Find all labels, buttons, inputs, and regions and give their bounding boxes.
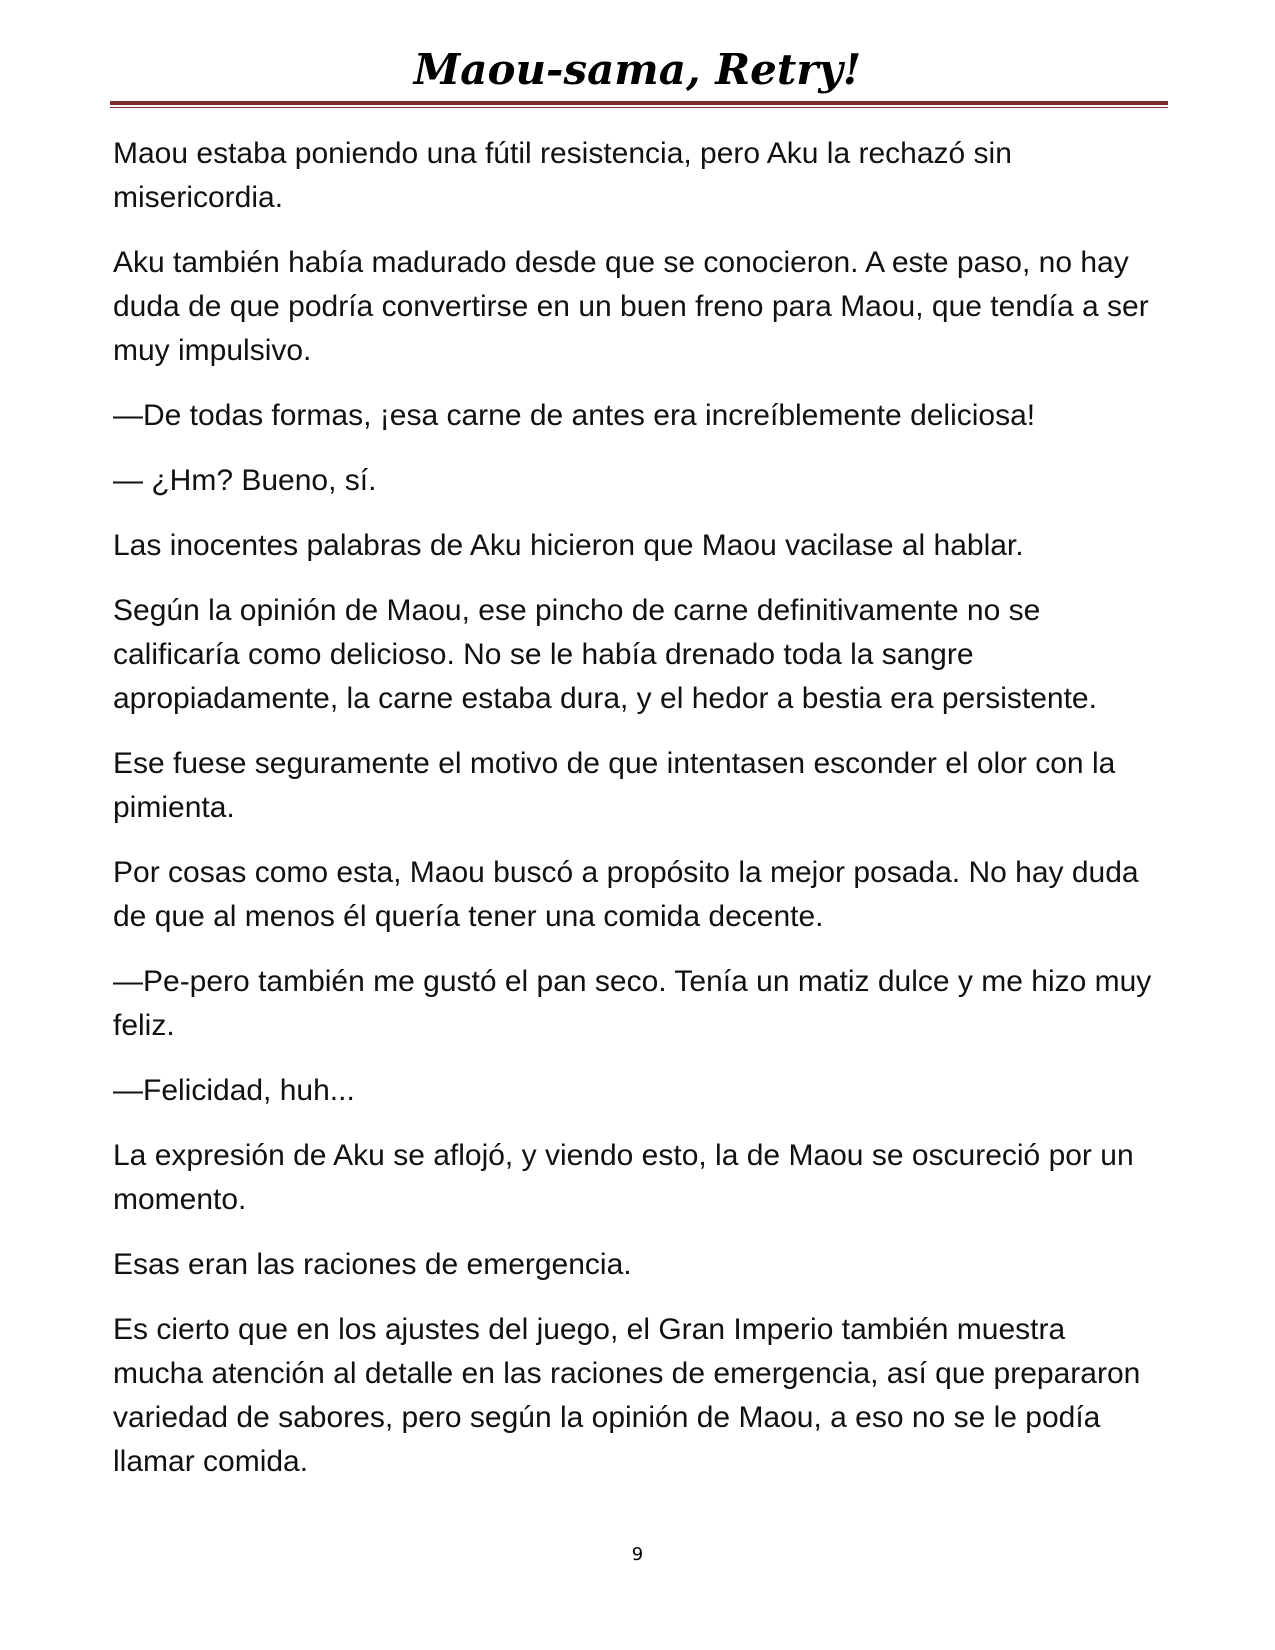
paragraph: Ese fuese seguramente el motivo de que intentasen esconder el olor con la pimienta. xyxy=(113,747,1116,824)
paragraph: Por cosas como esta, Maou buscó a propósito la mejor posada. No hay duda de que al menos él quería tener una comida decente. xyxy=(113,856,1139,933)
paragraph: —Felicidad, huh... xyxy=(113,1074,355,1107)
body-text xyxy=(113,132,1163,1505)
paragraph: Esas eran las raciones de emergencia. xyxy=(113,1248,632,1281)
paragraph: La expresión de Aku se aflojó, y viendo esto, la de Maou se oscureció por un momento. xyxy=(113,1139,1134,1216)
paragraph: — ¿Hm? Bueno, sí. xyxy=(113,464,377,497)
paragraph: —De todas formas, ¡esa carne de antes era increíblemente deliciosa! xyxy=(113,399,1036,432)
page-number: 9 xyxy=(631,1544,644,1565)
paragraph: Según la opinión de Maou, ese pincho de carne definitivamente no se calificaría como delicioso. No se le había drenado toda la sangre apropiadamente, la carne estaba dura, y el hedor a bestia era persistente. xyxy=(113,594,1097,715)
paragraph: Es cierto que en los ajustes del juego, el Gran Imperio también muestra mucha atención al detalle en las raciones de emergencia, así que prepararon variedad de sabores, pero según la opinión de Maou, a eso no se le podía llamar comida. xyxy=(113,1313,1141,1478)
header-title: Maou-sama, Retry! xyxy=(413,45,862,94)
paragraph: Aku también había madurado desde que se conocieron. A este paso, no hay duda de que podría convertirse en un buen freno para Maou, que tendía a ser muy impulsivo. xyxy=(113,246,1149,367)
paragraph: Maou estaba poniendo una fútil resistencia, pero Aku la rechazó sin misericordia. xyxy=(113,137,1012,214)
paragraph: Las inocentes palabras de Aku hicieron que Maou vacilase al hablar. xyxy=(113,529,1024,562)
header-rule-thin xyxy=(110,107,1168,108)
paragraph: —Pe-pero también me gustó el pan seco. Tenía un matiz dulce y me hizo muy feliz. xyxy=(113,965,1152,1042)
